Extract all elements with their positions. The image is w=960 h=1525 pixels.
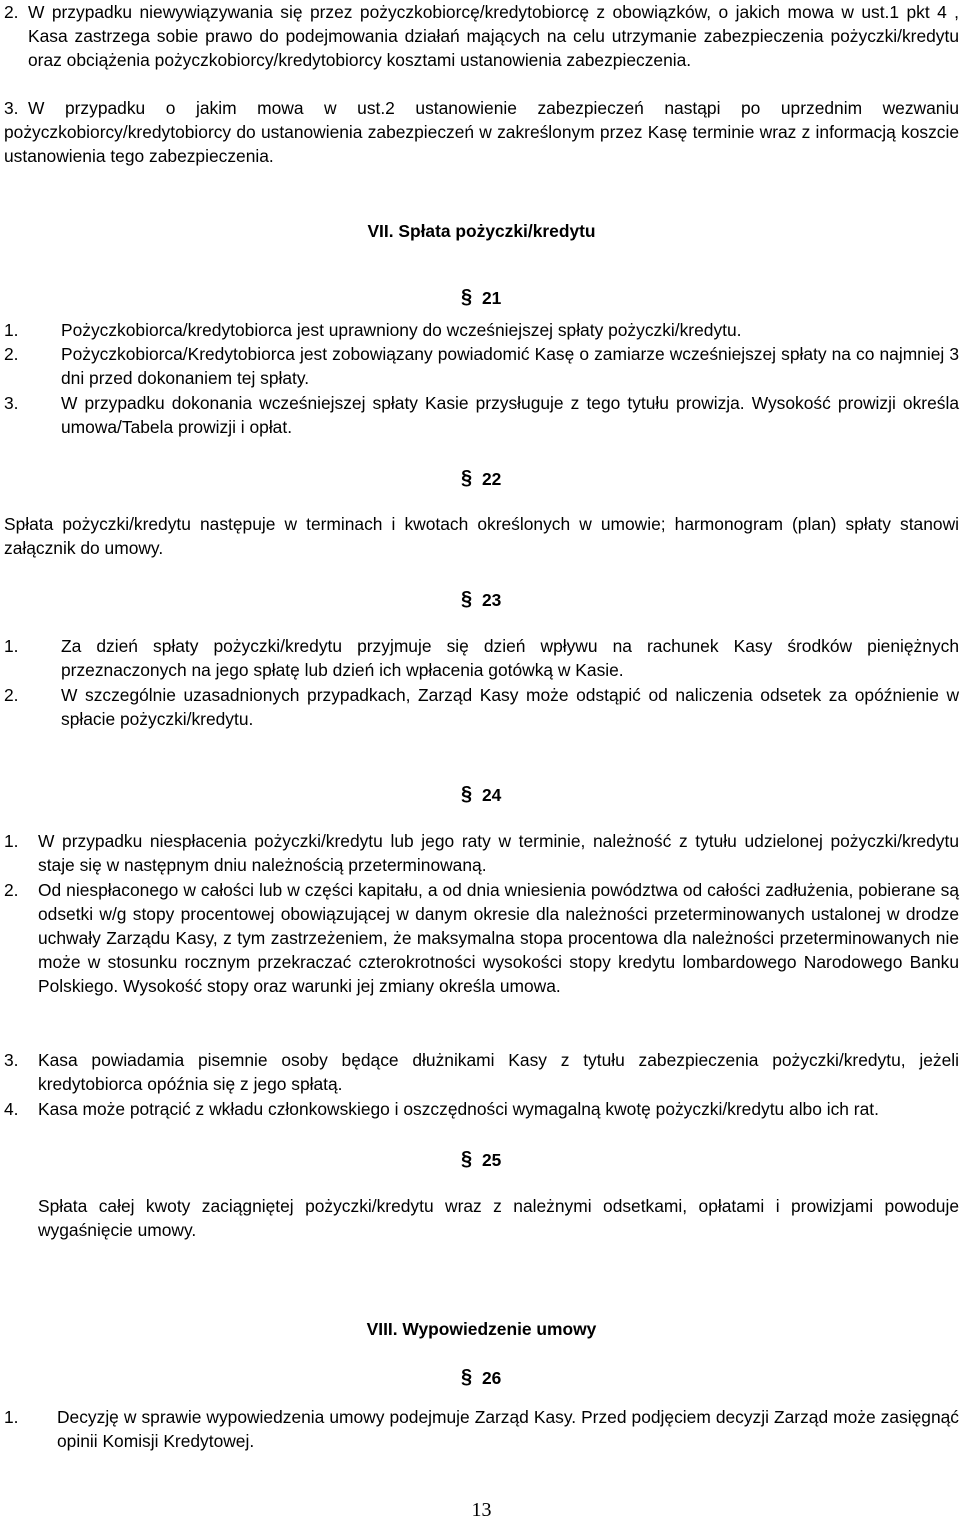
item-text: Kasa powiadamia pisemnie osoby będące dłużnikami Kasy z tytułu zabezpieczenia pożyczki/kredytu, jeżeli kredytobiorca opóźnia się z jego spłatą. bbox=[38, 1050, 959, 1094]
item-number: 2. bbox=[4, 344, 19, 364]
item-number: 1. bbox=[4, 831, 19, 851]
item-number: 3. bbox=[4, 1050, 19, 1070]
paragraph-number: 21 bbox=[482, 288, 502, 308]
paragraph-number: 25 bbox=[482, 1150, 502, 1170]
svg-text:§: § bbox=[461, 467, 473, 488]
paragraph-marker-26 bbox=[460, 1365, 501, 1390]
item-number: 1. bbox=[4, 636, 19, 656]
section-sign-icon bbox=[460, 1147, 474, 1169]
paragraph-number: 22 bbox=[482, 469, 502, 489]
item-text: Od niespłaconego w całości lub w części kapitału, a od dnia wniesienia powództwa od całości zadłużenia, pobierane są odsetki w/g stopy procentowej obowiązującej w danym okresie dla należności przeterminowanych ustalonej w drodze uchwały Zarządu Kasy, z tym zastrzeżeniem, że maksymalna stopa procentowa dla należności przeterminowanych nie może w stosunku rocznym przekraczać czterokrotności wysokości stopy kredytu lombardowego Narodowego Banku Polskiego. Wysokość stopy oraz warunki jej zmiany określa umowa. bbox=[38, 880, 959, 996]
page-number: 13 bbox=[471, 1499, 492, 1521]
section-heading-viii: VIII. Wypowiedzenie umowy bbox=[366, 1319, 597, 1339]
paragraph-marker-25 bbox=[460, 1147, 501, 1172]
item-text: Kasa może potrącić z wkładu członkowskiego i oszczędności wymagalną kwotę pożyczki/kredytu albo ich rat. bbox=[38, 1099, 879, 1119]
paragraph-text-25: Spłata całej kwoty zaciągniętej pożyczki/kredytu wraz z należnymi odsetkami, opłatami i prowizjami powoduje wygaśnięcie umowy. bbox=[38, 1196, 959, 1240]
paragraph-marker-21 bbox=[460, 285, 501, 310]
item-number: 2. bbox=[4, 880, 19, 900]
item-number: 4. bbox=[4, 1099, 19, 1119]
paragraph-marker-22 bbox=[460, 466, 501, 491]
section-heading-vii: VII. Spłata pożyczki/kredytu bbox=[367, 221, 596, 241]
paragraph-number: 26 bbox=[482, 1368, 502, 1388]
svg-text:§: § bbox=[461, 1366, 473, 1387]
section-sign-icon bbox=[460, 587, 474, 609]
section-sign-icon bbox=[460, 1365, 474, 1387]
paragraph-text-22: Spłata pożyczki/kredytu następuje w terminach i kwotach określonych w umowie; harmonogram (plan) spłaty stanowi załącznik do umowy. bbox=[4, 514, 959, 558]
paragraph-number: 24 bbox=[482, 785, 502, 805]
svg-text:§: § bbox=[461, 1148, 473, 1169]
item-text: Pożyczkobiorca/kredytobiorca jest uprawniony do wcześniejszej spłaty pożyczki/kredytu. bbox=[61, 320, 742, 340]
paragraph-marker-23 bbox=[460, 587, 501, 612]
item-number: 2. bbox=[4, 685, 19, 705]
item-number: 2. bbox=[4, 2, 19, 22]
item-text: W przypadku niewywiązywania się przez pożyczkobiorcę/kredytobiorcę z obowiązków, o jakich mowa w ust.1 pkt 4 , Kasa zastrzega sobie prawo do podejmowania działań mających na celu utrzymanie zabezpieczenia pożyczki/kredytu oraz obciążenia pożyczkobiorcy/kredytobiorcy kosztami ustanowienia zabezpieczenia. bbox=[28, 2, 959, 70]
section-sign-icon bbox=[460, 782, 474, 804]
item-text: W przypadku niespłacenia pożyczki/kredytu lub jego raty w terminie, należność z tytułu udzielonej pożyczki/kredytu staje się w następnym dniu należnością przeterminowaną. bbox=[38, 831, 959, 875]
svg-text:§: § bbox=[461, 286, 473, 307]
document-page bbox=[4, 0, 959, 1525]
item-text: Pożyczkobiorca/Kredytobiorca jest zobowiązany powiadomić Kasę o zamiarze wcześniejszej spłaty na co najmniej 3 dni przed dokonaniem tej spłaty. bbox=[61, 344, 959, 388]
item-number: 1. bbox=[4, 320, 19, 340]
paragraph-marker-24 bbox=[460, 782, 501, 807]
item-text: W szczególnie uzasadnionych przypadkach, Zarząd Kasy może odstąpić od naliczenia odsetek za opóźnienie w spłacie pożyczki/kredytu. bbox=[61, 685, 959, 729]
svg-text:§: § bbox=[461, 588, 473, 609]
svg-text:§: § bbox=[461, 783, 473, 804]
section-sign-icon bbox=[460, 285, 474, 307]
item-text: Decyzję w sprawie wypowiedzenia umowy podejmuje Zarząd Kasy. Przed podjęciem decyzji Zarząd może zasięgnąć opinii Komisji Kredytowej. bbox=[57, 1407, 959, 1451]
item-text: Za dzień spłaty pożyczki/kredytu przyjmuje się dzień wpływu na rachunek Kasy środków pieniężnych przeznaczonych na jego spłatę lub dzień ich wpłacenia gotówką w Kasie. bbox=[61, 636, 959, 680]
item-number: 3. bbox=[4, 393, 19, 413]
item-text: W przypadku dokonania wcześniejszej spłaty Kasie przysługuje z tego tytułu prowizja. Wysokość prowizji określa umowa/Tabela prowizji i opłat. bbox=[61, 393, 959, 437]
item-number: 3. bbox=[4, 98, 19, 118]
section-sign-icon bbox=[460, 466, 474, 488]
paragraph-number: 23 bbox=[482, 590, 502, 610]
item-text: W przypadku o jakim mowa w ust.2 ustanowienie zabezpieczeń nastąpi po uprzednim wezwaniu pożyczkobiorcy/kredytobiorcy do ustanowienia zabezpieczeń w zakreślonym przez Kasę terminie wraz z informacją koszcie ustanowienia tego zabezpieczenia. bbox=[4, 98, 959, 166]
item-number: 1. bbox=[4, 1407, 19, 1427]
